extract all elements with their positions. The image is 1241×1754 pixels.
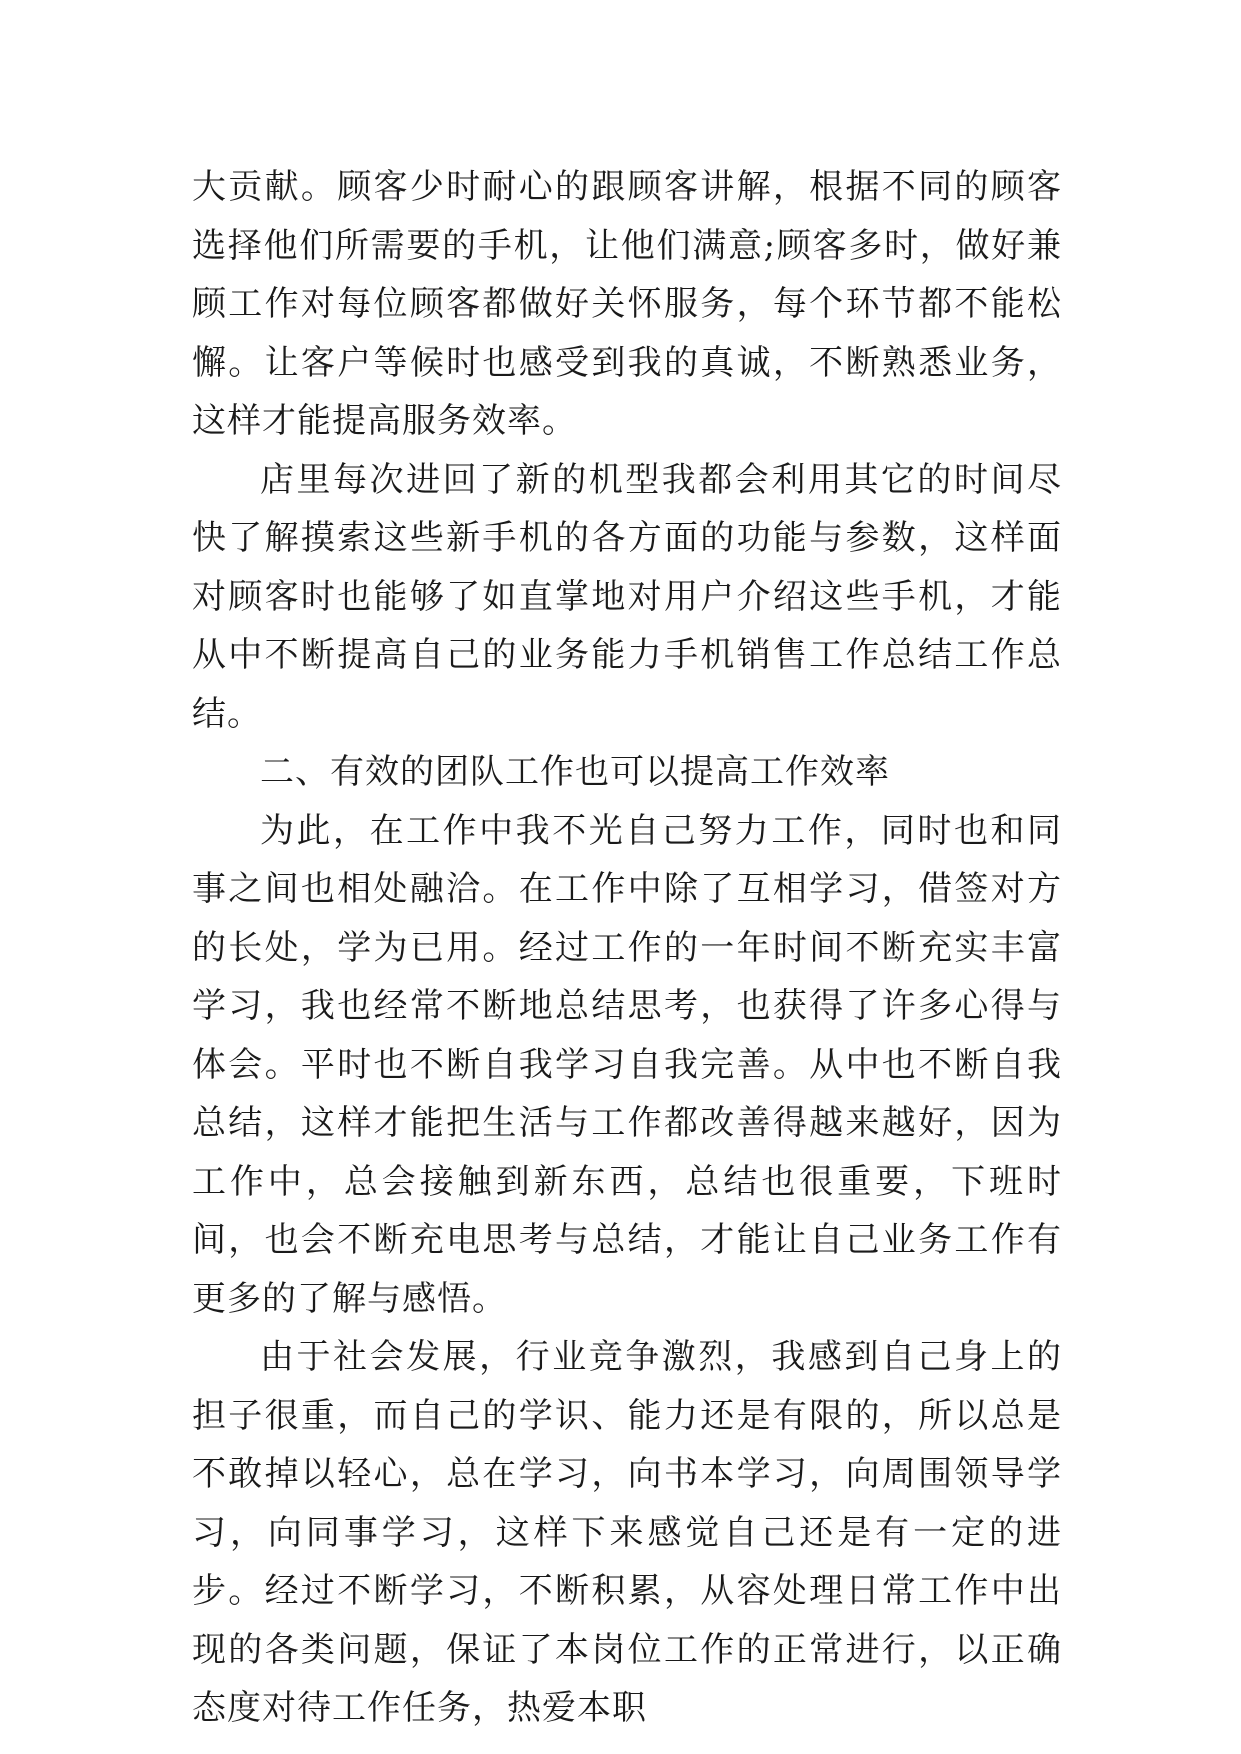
paragraph-learning: 由于社会发展，行业竞争激烈，我感到自己身上的担子很重，而自己的学识、能力还是有限的，所以总是不敢掉以轻心，总在学习，向书本学习，向周围领导学习，向同事学习，这样下来感觉自己还是有一定的进步。经过不断学习，不断积累，从容处理日常工作中出现的各类问题，保证了本岗位工作的正常进行，以正确态度对待工作任务，热爱本职 xyxy=(192,1337,1062,1728)
paragraph-teamwork: 为此，在工作中我不光自己努力工作，同时也和同事之间也相处融洽。在工作中除了互相学习，借签对方的长处，学为已用。经过工作的一年时间不断充实丰富学习，我也经常不断地总结思考，也获得了许多心得与体会。平时也不断自我学习自我完善。从中也不断自我总结，这样才能把生活与工作都改善得越来越好，因为工作中，总会接触到新东西，总结也很重要，下班时间，也会不断充电思考与总结，才能让自己业务工作有更多的了解与感悟。 xyxy=(192,810,1062,1319)
paragraph-continuation: 大贡献。顾客少时耐心的跟顾客讲解，根据不同的顾客选择他们所需要的手机，让他们满意;顾客多时，做好兼顾工作对每位顾客都做好关怀服务，每个环节都不能松懈。让客户等候时也感受到我的真诚，不断熟悉业务，这样才能提高服务效率。 xyxy=(192,167,1062,441)
paragraph-new-models: 店里每次进回了新的机型我都会利用其它的时间尽快了解摸索这些新手机的各方面的功能与参数，这样面对顾客时也能够了如直掌地对用户介绍这些手机，才能从中不断提高自己的业务能力手机销售工作总结工作总结。 xyxy=(192,459,1062,734)
section-heading-teamwork: 二、有效的团队工作也可以提高工作效率 xyxy=(260,752,890,792)
document-body xyxy=(192,158,1062,1738)
